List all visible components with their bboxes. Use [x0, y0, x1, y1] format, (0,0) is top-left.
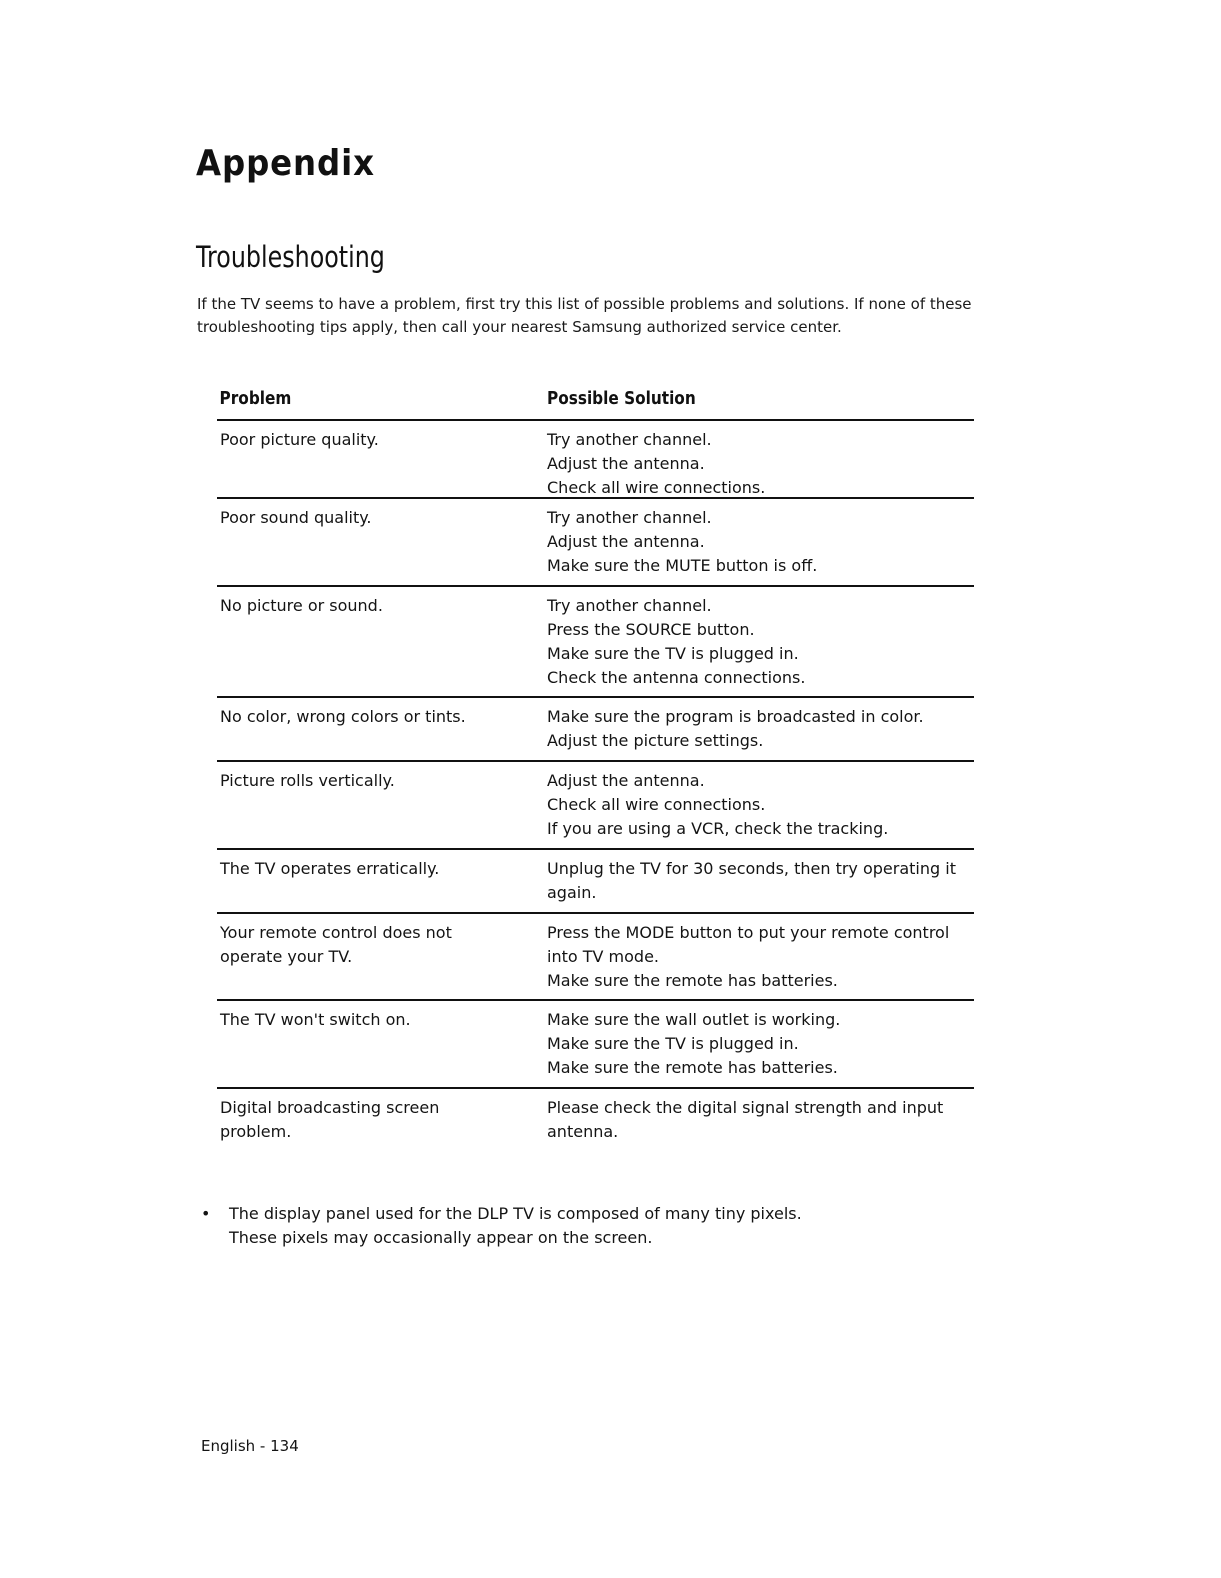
table-row	[217, 587, 974, 698]
table-header	[217, 385, 974, 421]
solution-text: If you are using a VCR, check the tracking.	[547, 819, 889, 838]
solution-text: Make sure the wall outlet is working.	[547, 1010, 841, 1029]
solution-text: Make sure the MUTE button is off.	[547, 556, 818, 575]
problem-cell	[217, 914, 547, 999]
solution-text: Make sure the TV is plugged in.	[547, 1034, 799, 1053]
problem-text: problem.	[220, 1122, 292, 1141]
solution-text: Please check the digital signal strength and input	[547, 1098, 944, 1117]
table-row	[217, 850, 974, 914]
problem-text: Your remote control does not	[220, 923, 452, 942]
page-number: English - 134	[201, 1437, 299, 1455]
solution-text: into TV mode.	[547, 947, 659, 966]
solution-cell	[547, 1001, 974, 1087]
problem-text: No picture or sound.	[220, 596, 383, 615]
problem-cell	[217, 762, 547, 848]
solution-text: Check all wire connections.	[547, 795, 766, 814]
problem-cell	[217, 421, 547, 497]
solution-column-header: Possible Solution	[547, 388, 696, 409]
solution-text: antenna.	[547, 1122, 619, 1141]
table-row	[217, 762, 974, 850]
intro-paragraph	[197, 293, 1017, 339]
problem-cell	[217, 698, 547, 760]
solution-text: Check all wire connections.	[547, 478, 766, 497]
problem-text: The TV won't switch on.	[220, 1010, 411, 1029]
solution-text: Press the SOURCE button.	[547, 620, 755, 639]
solution-cell	[547, 1089, 974, 1153]
solution-text: Adjust the antenna.	[547, 771, 705, 790]
solution-text: Unplug the TV for 30 seconds, then try operating it	[547, 859, 956, 878]
problem-cell	[217, 850, 547, 912]
problem-text: Picture rolls vertically.	[220, 771, 395, 790]
intro-line: troubleshooting tips apply, then call your nearest Samsung authorized service center.	[197, 318, 842, 336]
problem-column-header: Problem	[219, 388, 292, 409]
problem-text: operate your TV.	[220, 947, 353, 966]
solution-text: Try another channel.	[547, 596, 712, 615]
solution-cell	[547, 850, 974, 912]
solution-cell	[547, 421, 974, 497]
troubleshooting-table	[217, 385, 974, 1153]
solution-text: Try another channel.	[547, 430, 712, 449]
solution-text: again.	[547, 883, 597, 902]
page-title: Appendix	[196, 143, 375, 184]
solution-text: Make sure the remote has batteries.	[547, 971, 838, 990]
solution-text: Check the antenna connections.	[547, 668, 806, 687]
problem-text: The TV operates erratically.	[220, 859, 440, 878]
solution-text: Adjust the antenna.	[547, 532, 705, 551]
problem-cell	[217, 499, 547, 585]
solution-cell	[547, 587, 974, 696]
table-row	[217, 499, 974, 587]
solution-cell	[547, 698, 974, 760]
solution-text: Make sure the remote has batteries.	[547, 1058, 838, 1077]
pixel-note	[201, 1202, 1001, 1250]
table-row	[217, 698, 974, 762]
problem-text: Digital broadcasting screen	[220, 1098, 440, 1117]
table-row	[217, 421, 974, 499]
solution-text: Adjust the picture settings.	[547, 731, 764, 750]
note-line: The display panel used for the DLP TV is composed of many tiny pixels.	[229, 1204, 802, 1223]
solution-cell	[547, 762, 974, 848]
solution-text: Make sure the TV is plugged in.	[547, 644, 799, 663]
intro-line: If the TV seems to have a problem, first try this list of possible problems and solutions. If none of these	[197, 295, 972, 313]
solution-text: Press the MODE button to put your remote control	[547, 923, 950, 942]
bullet-icon: •	[201, 1204, 211, 1223]
solution-text: Try another channel.	[547, 508, 712, 527]
section-title: Troubleshooting	[196, 240, 385, 274]
problem-cell	[217, 1001, 547, 1087]
problem-cell	[217, 1089, 547, 1153]
solution-text: Make sure the program is broadcasted in color.	[547, 707, 924, 726]
problem-text: Poor picture quality.	[220, 430, 379, 449]
solution-cell	[547, 914, 974, 999]
solution-cell	[547, 499, 974, 585]
table-row	[217, 914, 974, 1001]
problem-cell	[217, 587, 547, 696]
solution-text: Adjust the antenna.	[547, 454, 705, 473]
table-row	[217, 1089, 974, 1153]
problem-text: No color, wrong colors or tints.	[220, 707, 466, 726]
note-line: These pixels may occasionally appear on the screen.	[229, 1228, 653, 1247]
problem-text: Poor sound quality.	[220, 508, 372, 527]
note-text	[229, 1202, 1001, 1250]
table-row	[217, 1001, 974, 1089]
